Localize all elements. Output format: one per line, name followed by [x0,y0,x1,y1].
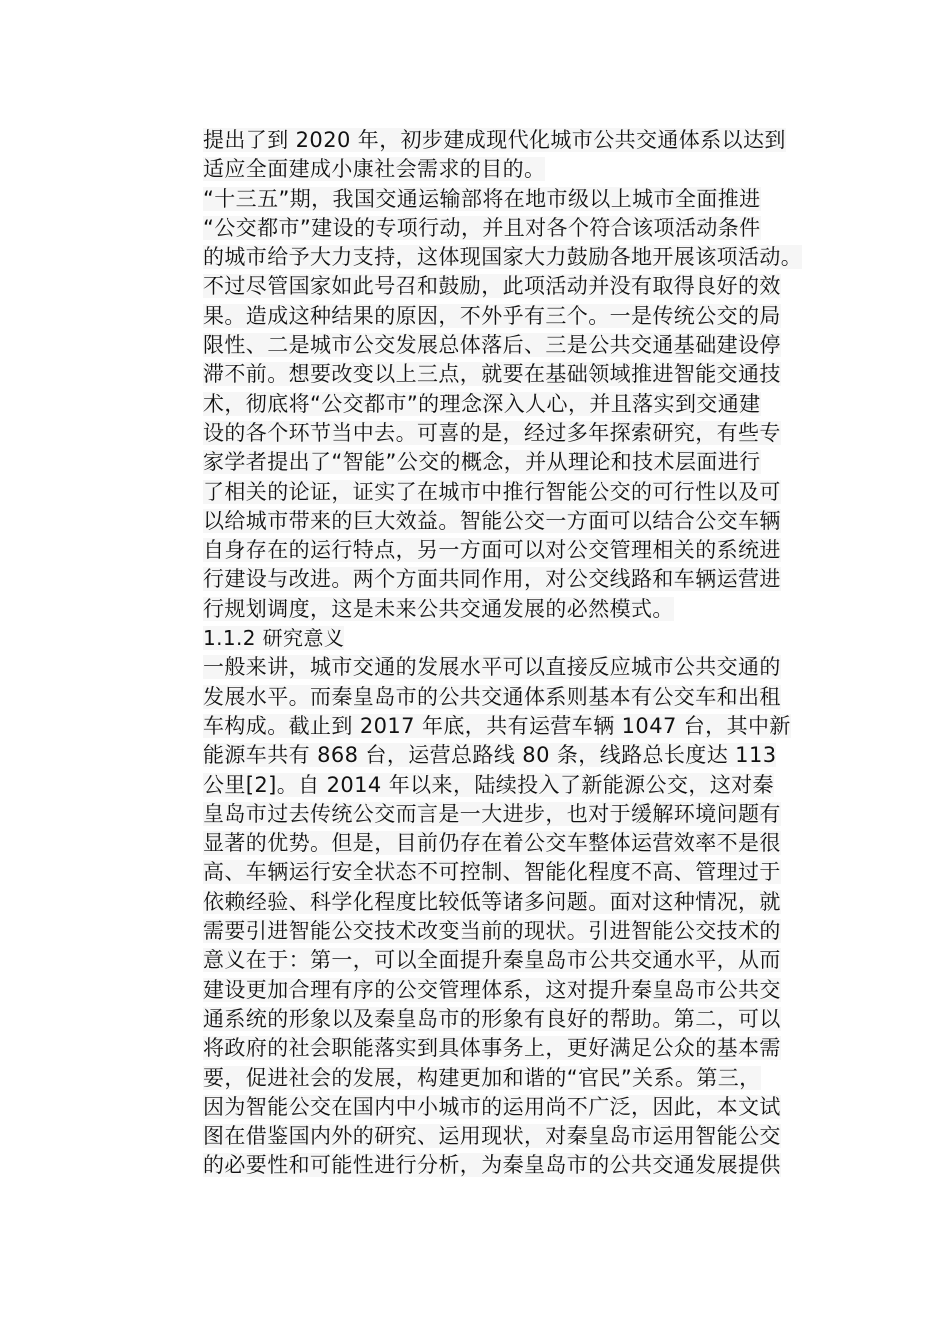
text-line: “公交都市”建设的专项行动，并且对各个符合该项活动条件 [203,215,761,240]
text-line: 显著的优势。但是，目前仍存在着公交车整体运营效率不是很 [203,831,781,856]
text-line: 发展水平。而秦皇岛市的公共交通体系则基本有公交车和出租 [203,684,781,709]
text-line: 果。造成这种结果的原因，不外乎有三个。一是传统公交的局 [203,303,781,328]
text-line: 依赖经验、科学化程度比较低等诸多问题。面对这种情况，就 [203,889,781,914]
text-line: 因为智能公交在国内中小城市的运用尚不广泛，因此，本文试 [203,1094,781,1119]
text-line: 图在借鉴国内外的研究、运用现状，对秦皇岛市运用智能公交 [203,1124,781,1149]
text-line: 车构成。截止到 2017 年底，共有运营车辆 1047 台，其中新 [203,713,791,738]
text-line: 提出了到 2020 年，初步建成现代化城市公共交通体系以达到 [203,128,786,152]
body-text [203,126,813,1181]
text-line: 公里[2]。自 2014 年以来，陆续投入了新能源公交，这对秦 [203,772,774,797]
text-line: 一般来讲，城市交通的发展水平可以直接反应城市公共交通的 [203,655,781,680]
text-line: “十三五”期，我国交通运输部将在地市级以上城市全面推进 [203,186,761,211]
text-line: 高、车辆运行安全状态不可控制、智能化程度不高、管理过于 [203,860,781,885]
text-line: 的必要性和可能性进行分析，为秦皇岛市的公共交通发展提供 [203,1153,781,1178]
text-line: 能源车共有 868 台，运营总路线 80 条，线路总长度达 113 [203,743,777,768]
section-heading: 1.1.2 研究意义 [203,626,345,651]
text-line: 建设更加合理有序的公交管理体系，这对提升秦皇岛市公共交 [203,977,781,1002]
text-line: 的城市给予大力支持，这体现国家大力鼓励各地开展该项活动。 [203,245,803,270]
text-line: 适应全面建成小康社会需求的目的。 [203,157,546,182]
text-line: 家学者提出了“智能”公交的概念，并从理论和技术层面进行 [203,450,761,475]
text-line: 以给城市带来的巨大效益。智能公交一方面可以结合公交车辆 [203,508,781,533]
text-line: 需要引进智能公交技术改变当前的现状。引进智能公交技术的 [203,919,781,944]
text-line: 了相关的论证，证实了在城市中推行智能公交的可行性以及可 [203,479,781,504]
text-line: 意义在于：第一，可以全面提升秦皇岛市公共交通水平，从而 [203,948,781,973]
text-line: 将政府的社会职能落实到具体事务上，更好满足公众的基本需 [203,1036,781,1061]
text-line: 自身存在的运行特点，另一方面可以对公交管理相关的系统进 [203,538,781,563]
text-line: 行规划调度，这是未来公共交通发展的必然模式。 [203,596,674,621]
text-line: 设的各个环节当中去。可喜的是，经过多年探索研究，有些专 [203,420,781,445]
text-line: 滞不前。想要改变以上三点，就要在基础领域推进智能交通技 [203,362,781,387]
text-line: 不过尽管国家如此号召和鼓励，此项活动并没有取得良好的效 [203,274,781,299]
text-line: 要，促进社会的发展，构建更加和谐的“官民”关系。第三， [203,1065,761,1090]
text-line: 皇岛市过去传统公交而言是一大进步，也对于缓解环境问题有 [203,801,781,826]
text-line: 限性、二是城市公交发展总体落后、三是公共交通基础建设停 [203,333,781,358]
text-line: 通系统的形象以及秦皇岛市的形象有良好的帮助。第二，可以 [203,1006,781,1031]
text-line: 行建设与改进。两个方面共同作用，对公交线路和车辆运营进 [203,567,781,592]
text-line: 术，彻底将“公交都市”的理念深入人心，并且落实到交通建 [203,391,761,416]
